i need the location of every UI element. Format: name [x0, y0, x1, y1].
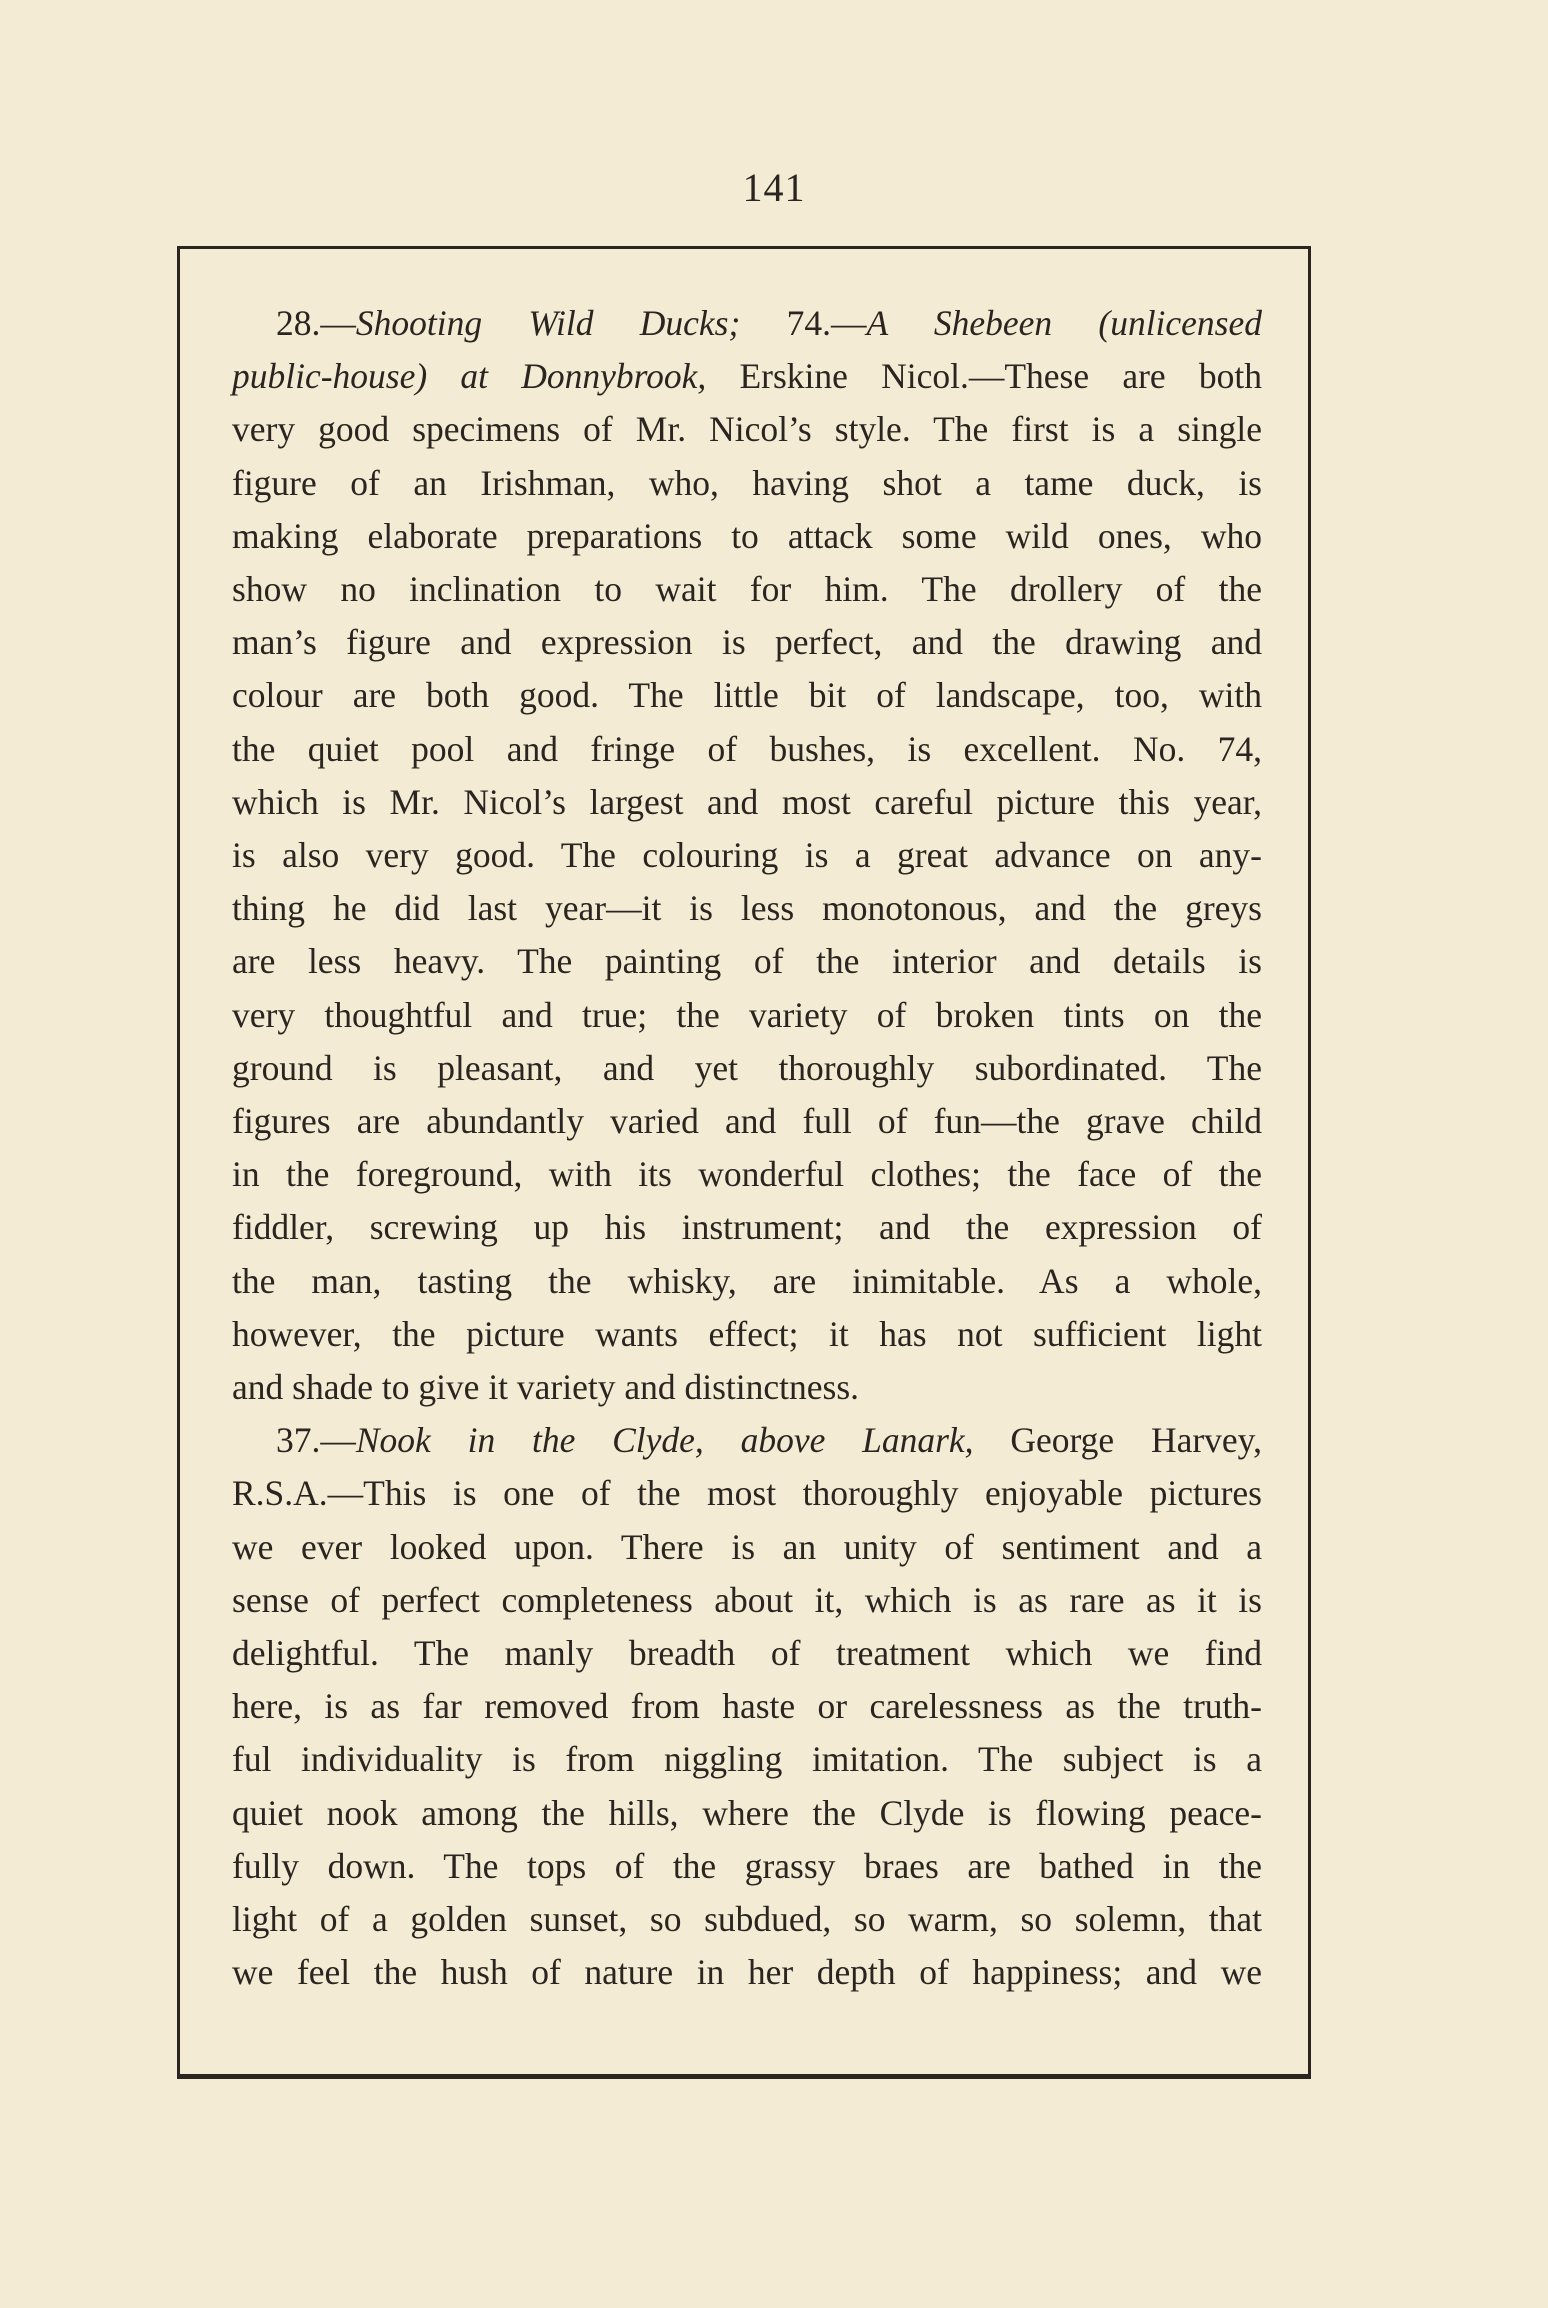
text-fragment: George Harvey,: [973, 1420, 1262, 1461]
text-line: ful individuality is from niggling imitation. The subject is a: [232, 1739, 1262, 1780]
text-fragment: Erskine Nicol.—These are both: [706, 356, 1262, 397]
text-line: here, is as far removed from haste or carelessness as the truth-: [232, 1686, 1262, 1727]
text-line: colour are both good. The little bit of landscape, too, with: [232, 675, 1262, 716]
text-line: [232, 297, 1262, 350]
text-line: which is Mr. Nicol’s largest and most careful picture this year,: [232, 781, 1262, 822]
text-line: is also very good. The colouring is a great advance on any-: [232, 835, 1262, 876]
text-line: very good specimens of Mr. Nicol’s style. The first is a single: [232, 409, 1262, 450]
text-line: man’s figure and expression is perfect, and the drawing and: [232, 622, 1262, 663]
page-number: 141: [742, 165, 806, 210]
text-fragment: 37.—: [276, 1420, 356, 1461]
text-line: delightful. The manly breadth of treatment which we find: [232, 1633, 1262, 1674]
text-line: [232, 350, 1262, 403]
text-line: very thoughtful and true; the variety of broken tints on the: [232, 994, 1262, 1035]
text-line: ground is pleasant, and yet thoroughly subordinated. The: [232, 1047, 1262, 1088]
text-line: light of a golden sunset, so subdued, so warm, so solemn, that: [232, 1899, 1262, 1940]
text-line: are less heavy. The painting of the interior and details is: [232, 941, 1262, 982]
text-line: figure of an Irishman, who, having shot a tame duck, is: [232, 462, 1262, 503]
text-line: figures are abundantly varied and full of fun—the grave child: [232, 1101, 1262, 1142]
text-line: quiet nook among the hills, where the Clyde is flowing peace-: [232, 1792, 1262, 1833]
text-line: however, the picture wants effect; it has not sufficient light: [232, 1313, 1262, 1354]
text-line: sense of perfect completeness about it, which is as rare as it is: [232, 1579, 1262, 1620]
text-line: R.S.A.—This is one of the most thoroughly enjoyable pictures: [232, 1473, 1262, 1514]
text-fragment: 28.—: [276, 303, 356, 343]
text-line: the man, tasting the whisky, are inimitable. As a whole,: [232, 1260, 1262, 1301]
artwork-title: A Shebeen (unlicensed: [866, 303, 1263, 343]
text-line: we ever looked upon. There is an unity of sentiment and a: [232, 1526, 1262, 1567]
text-fragment: 74.—: [740, 303, 867, 343]
text-line: we feel the hush of nature in her depth of happiness; and we: [232, 1952, 1262, 1993]
text-line: fully down. The tops of the grassy braes are bathed in the: [232, 1845, 1262, 1886]
text-line: fiddler, screwing up his instrument; and the expression of: [232, 1207, 1262, 1248]
artwork-title: Nook in the Clyde, above Lanark,: [355, 1420, 974, 1461]
text-line: show no inclination to wait for him. The drollery of the: [232, 569, 1262, 610]
text-line: and shade to give it variety and distinctness.: [232, 1367, 860, 1408]
text-line: [232, 1414, 1262, 1467]
artwork-title: public-house) at Donnybrook,: [232, 356, 707, 397]
body-text: [232, 297, 1262, 2000]
text-line: thing he did last year—it is less monotonous, and the greys: [232, 888, 1262, 929]
text-line: the quiet pool and fringe of bushes, is excellent. No. 74,: [232, 728, 1262, 769]
text-line: making elaborate preparations to attack some wild ones, who: [232, 515, 1262, 556]
artwork-title: Shooting Wild Ducks;: [355, 303, 741, 343]
text-line: in the foreground, with its wonderful clothes; the face of the: [232, 1154, 1262, 1195]
